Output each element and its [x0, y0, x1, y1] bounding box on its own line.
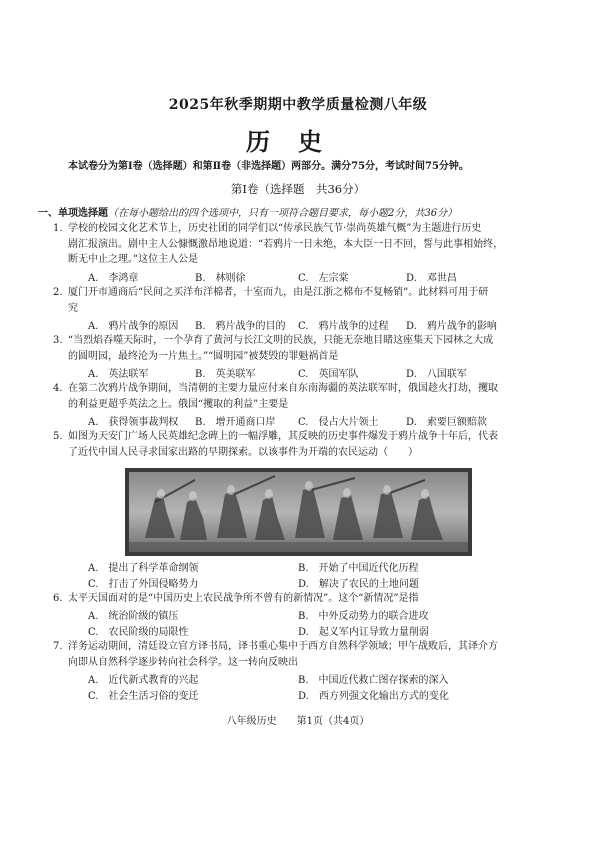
option-d[interactable]: D. 邓世昌 [406, 273, 457, 284]
question-line: 剧汇报演出。剧中主人公慷慨激昂地说道：“若鸦片一日未绝，本大臣一日不回，誓与此事相始终， [68, 238, 504, 250]
question-line: 的圆明园，最终沦为一片焦土。”“圆明园”被焚毁的罪魁祸首是 [68, 350, 339, 362]
option-c[interactable]: C. 打击了外国侵略势力 [88, 579, 199, 590]
question-line: 向即从自然科学逐步转向社会科学。这一转向反映出 [68, 656, 298, 668]
question-line: 厦门开市通商后“民间之买洋布洋棉者，十室而九，由是江浙之棉布不复畅销”。此材料可用于研 [68, 287, 489, 298]
option-b[interactable]: B. 林则徐 [195, 273, 246, 284]
question-line: 洋务运动期间，清廷设立官方译书局，译书重心集中于西方自然科学领域；甲午战败后，其译介方 [68, 641, 498, 652]
option-b[interactable]: B. 英美联军 [195, 369, 256, 380]
options-3 [88, 365, 548, 381]
options-6-row1 [88, 607, 548, 623]
page-footer: 八年级历史 第1页（共4页） [226, 716, 370, 727]
exam-title: 2025年秋季期期中教学质量检测八年级 [168, 97, 428, 113]
option-a[interactable]: A. 鸦片战争的原因 [88, 321, 179, 332]
question-1 [53, 221, 548, 268]
option-d[interactable]: D. 解决了农民的土地问题 [298, 579, 419, 590]
option-a[interactable]: A. 英法联军 [88, 369, 149, 380]
relief-sculpture-image [125, 468, 472, 556]
options-2 [88, 317, 548, 333]
option-b[interactable]: B. 增开通商口岸 [195, 417, 276, 428]
question-number: 2. [53, 287, 63, 298]
option-b[interactable]: B. 开始了中国近代化历程 [298, 563, 419, 574]
question-line: 如图为天安门广场人民英雄纪念碑上的一幅浮雕，其反映的历史事件爆发于鸦片战争十年后，代表 [68, 431, 498, 442]
options-5-row1 [88, 559, 548, 575]
option-a[interactable]: A. 提出了科学革命纲领 [88, 563, 199, 574]
question-line: “当烈焰吞噬天际时，一个孕育了黄河与长江文明的民族，只能无奈地目睹这座集天下园林之大成 [68, 335, 494, 346]
option-d[interactable]: D. 八国联军 [406, 369, 467, 380]
option-c[interactable]: C. 侵占大片领土 [298, 417, 379, 428]
option-d[interactable]: D. 起义军内讧导致力量削弱 [298, 627, 429, 638]
question-number: 1. [53, 223, 63, 234]
subject-title: 历史 [246, 127, 350, 156]
exam-intro: 本试卷分为第Ⅰ卷（选择题）和第Ⅱ卷（非选择题）两部分。满分75分，考试时间75分钟。 [68, 161, 469, 172]
options-7-row1 [88, 671, 548, 687]
question-number: 6. [53, 593, 63, 604]
option-c[interactable]: C. 英国军队 [298, 369, 359, 380]
option-a[interactable]: A. 李鸿章 [88, 273, 139, 284]
option-a[interactable]: A. 近代新式教育的兴起 [88, 675, 199, 686]
question-line: 在第二次鸦片战争期间，当清朝的主要力量应付来自东南海疆的英法联军时，俄国趁火打劫，攫取 [68, 383, 498, 394]
options-5-row2 [88, 575, 548, 591]
question-number: 5. [53, 431, 63, 442]
question-line: 了近代中国人民寻求国家出路的早期探索。以该事件为开端的农民运动（ ） [68, 446, 418, 458]
option-b[interactable]: B. 中外反动势力的联合进攻 [298, 611, 429, 622]
option-c[interactable]: C. 鸦片战争的过程 [298, 321, 389, 332]
question-3 [53, 333, 548, 364]
question-2 [53, 285, 548, 316]
option-c[interactable]: C. 左宗棠 [298, 273, 349, 284]
question-line: 学校的校园文化艺术节上，历史社团的同学们以“传承民族气节·崇尚英雄气概”为主题进行历史 [68, 223, 482, 234]
question-line: 究 [68, 302, 78, 314]
options-6-row2 [88, 623, 548, 639]
question-number: 7. [53, 641, 63, 652]
part-heading: 第Ⅰ卷（选择题 共36分） [230, 182, 366, 196]
option-a[interactable]: A. 统治阶级的镇压 [88, 611, 179, 622]
section-instruction: （在每小题给出的四个选项中，只有一项符合题目要求，每小题2分，共36分） [108, 208, 458, 219]
question-line: 太平天国面对的是“中国历史上农民战争所不曾有的新情况”。这个“新情况”是指 [68, 593, 419, 604]
options-7-row2 [88, 687, 548, 703]
option-a[interactable]: A. 获得领事裁判权 [88, 417, 179, 428]
question-7 [53, 639, 548, 670]
question-6 [53, 591, 548, 607]
options-1 [88, 269, 548, 285]
question-4 [53, 381, 548, 412]
question-line: 断无中止之理。”这位主人公是 [68, 254, 199, 265]
section-heading [38, 204, 558, 219]
question-number: 4. [53, 383, 63, 394]
option-c[interactable]: C. 社会生活习俗的变迁 [88, 691, 199, 702]
question-line: 的利益更超乎英法之上。俄国“攫取的利益”主要是 [68, 398, 289, 410]
option-d[interactable]: D. 鸦片战争的影响 [406, 321, 497, 332]
option-d[interactable]: D. 索要巨额赔款 [406, 417, 487, 428]
option-d[interactable]: D. 西方列强文化输出方式的变化 [298, 691, 449, 702]
option-b[interactable]: B. 中国近代救亡图存探索的深入 [298, 675, 449, 686]
section-title: 一、单项选择题 [38, 208, 108, 219]
question-number: 3. [53, 335, 63, 346]
option-b[interactable]: B. 鸦片战争的目的 [195, 321, 286, 332]
option-c[interactable]: C. 农民阶级的局限性 [88, 627, 189, 638]
question-5 [53, 429, 548, 460]
options-4 [88, 413, 548, 429]
